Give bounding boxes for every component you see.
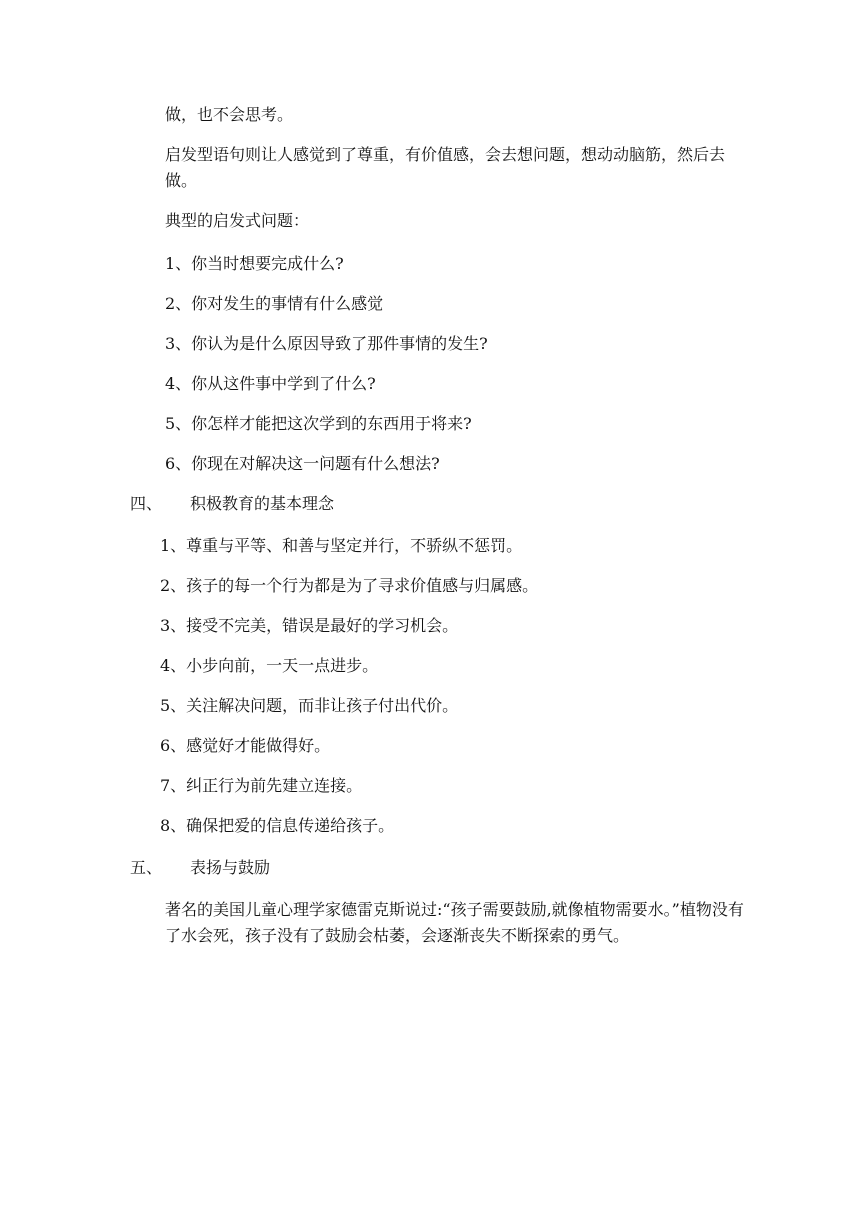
intro-line-1: 做，也不会思考。: [165, 105, 294, 124]
question-2: 2、你对发生的事情有什么感觉: [165, 294, 384, 313]
principle-2: 2、孩子的每一个行为都是为了寻求价值感与归属感。: [160, 576, 539, 595]
principle-5: 5、关注解决问题，而非让孩子付出代价。: [160, 696, 459, 715]
principle-1: 1、尊重与平等、和善与坚定并行，不骄纵不惩罚。: [160, 536, 523, 555]
question-4: 4、你从这件事中学到了什么?: [165, 374, 376, 393]
section-5-title: 表扬与鼓励: [190, 858, 271, 877]
typical-questions-title: 典型的启发式问题：: [165, 211, 310, 230]
section-4-number: 四、: [130, 494, 163, 513]
principle-6: 6、感觉好才能做得好。: [160, 736, 331, 755]
principle-3: 3、接受不完美，错误是最好的学习机会。: [160, 616, 459, 635]
question-5: 5、你怎样才能把这次学到的东西用于将来?: [165, 414, 472, 433]
principle-4: 4、小步向前，一天一点进步。: [160, 656, 379, 675]
question-1: 1、你当时想要完成什么?: [165, 254, 344, 273]
section-4-title: 积极教育的基本理念: [190, 494, 335, 513]
intro-paragraph-2: 启发型语句则让人感觉到了尊重，有价值感，会去想问题，想动动脑筋，然后去做。: [165, 145, 726, 190]
section-5-paragraph: 著名的美国儿童心理学家德雷克斯说过:“孩子需要鼓励,就像植物需要水。”植物没有了水会死，孩子没有了鼓励会枯萎，会逐渐丧失不断探索的勇气。: [165, 900, 744, 945]
section-5-number: 五、: [130, 858, 163, 877]
question-3: 3、你认为是什么原因导致了那件事情的发生?: [165, 334, 488, 353]
principle-8: 8、确保把爱的信息传递给孩子。: [160, 816, 395, 835]
question-6: 6、你现在对解决这一问题有什么想法?: [165, 454, 440, 473]
principle-7: 7、纠正行为前先建立连接。: [160, 776, 363, 795]
